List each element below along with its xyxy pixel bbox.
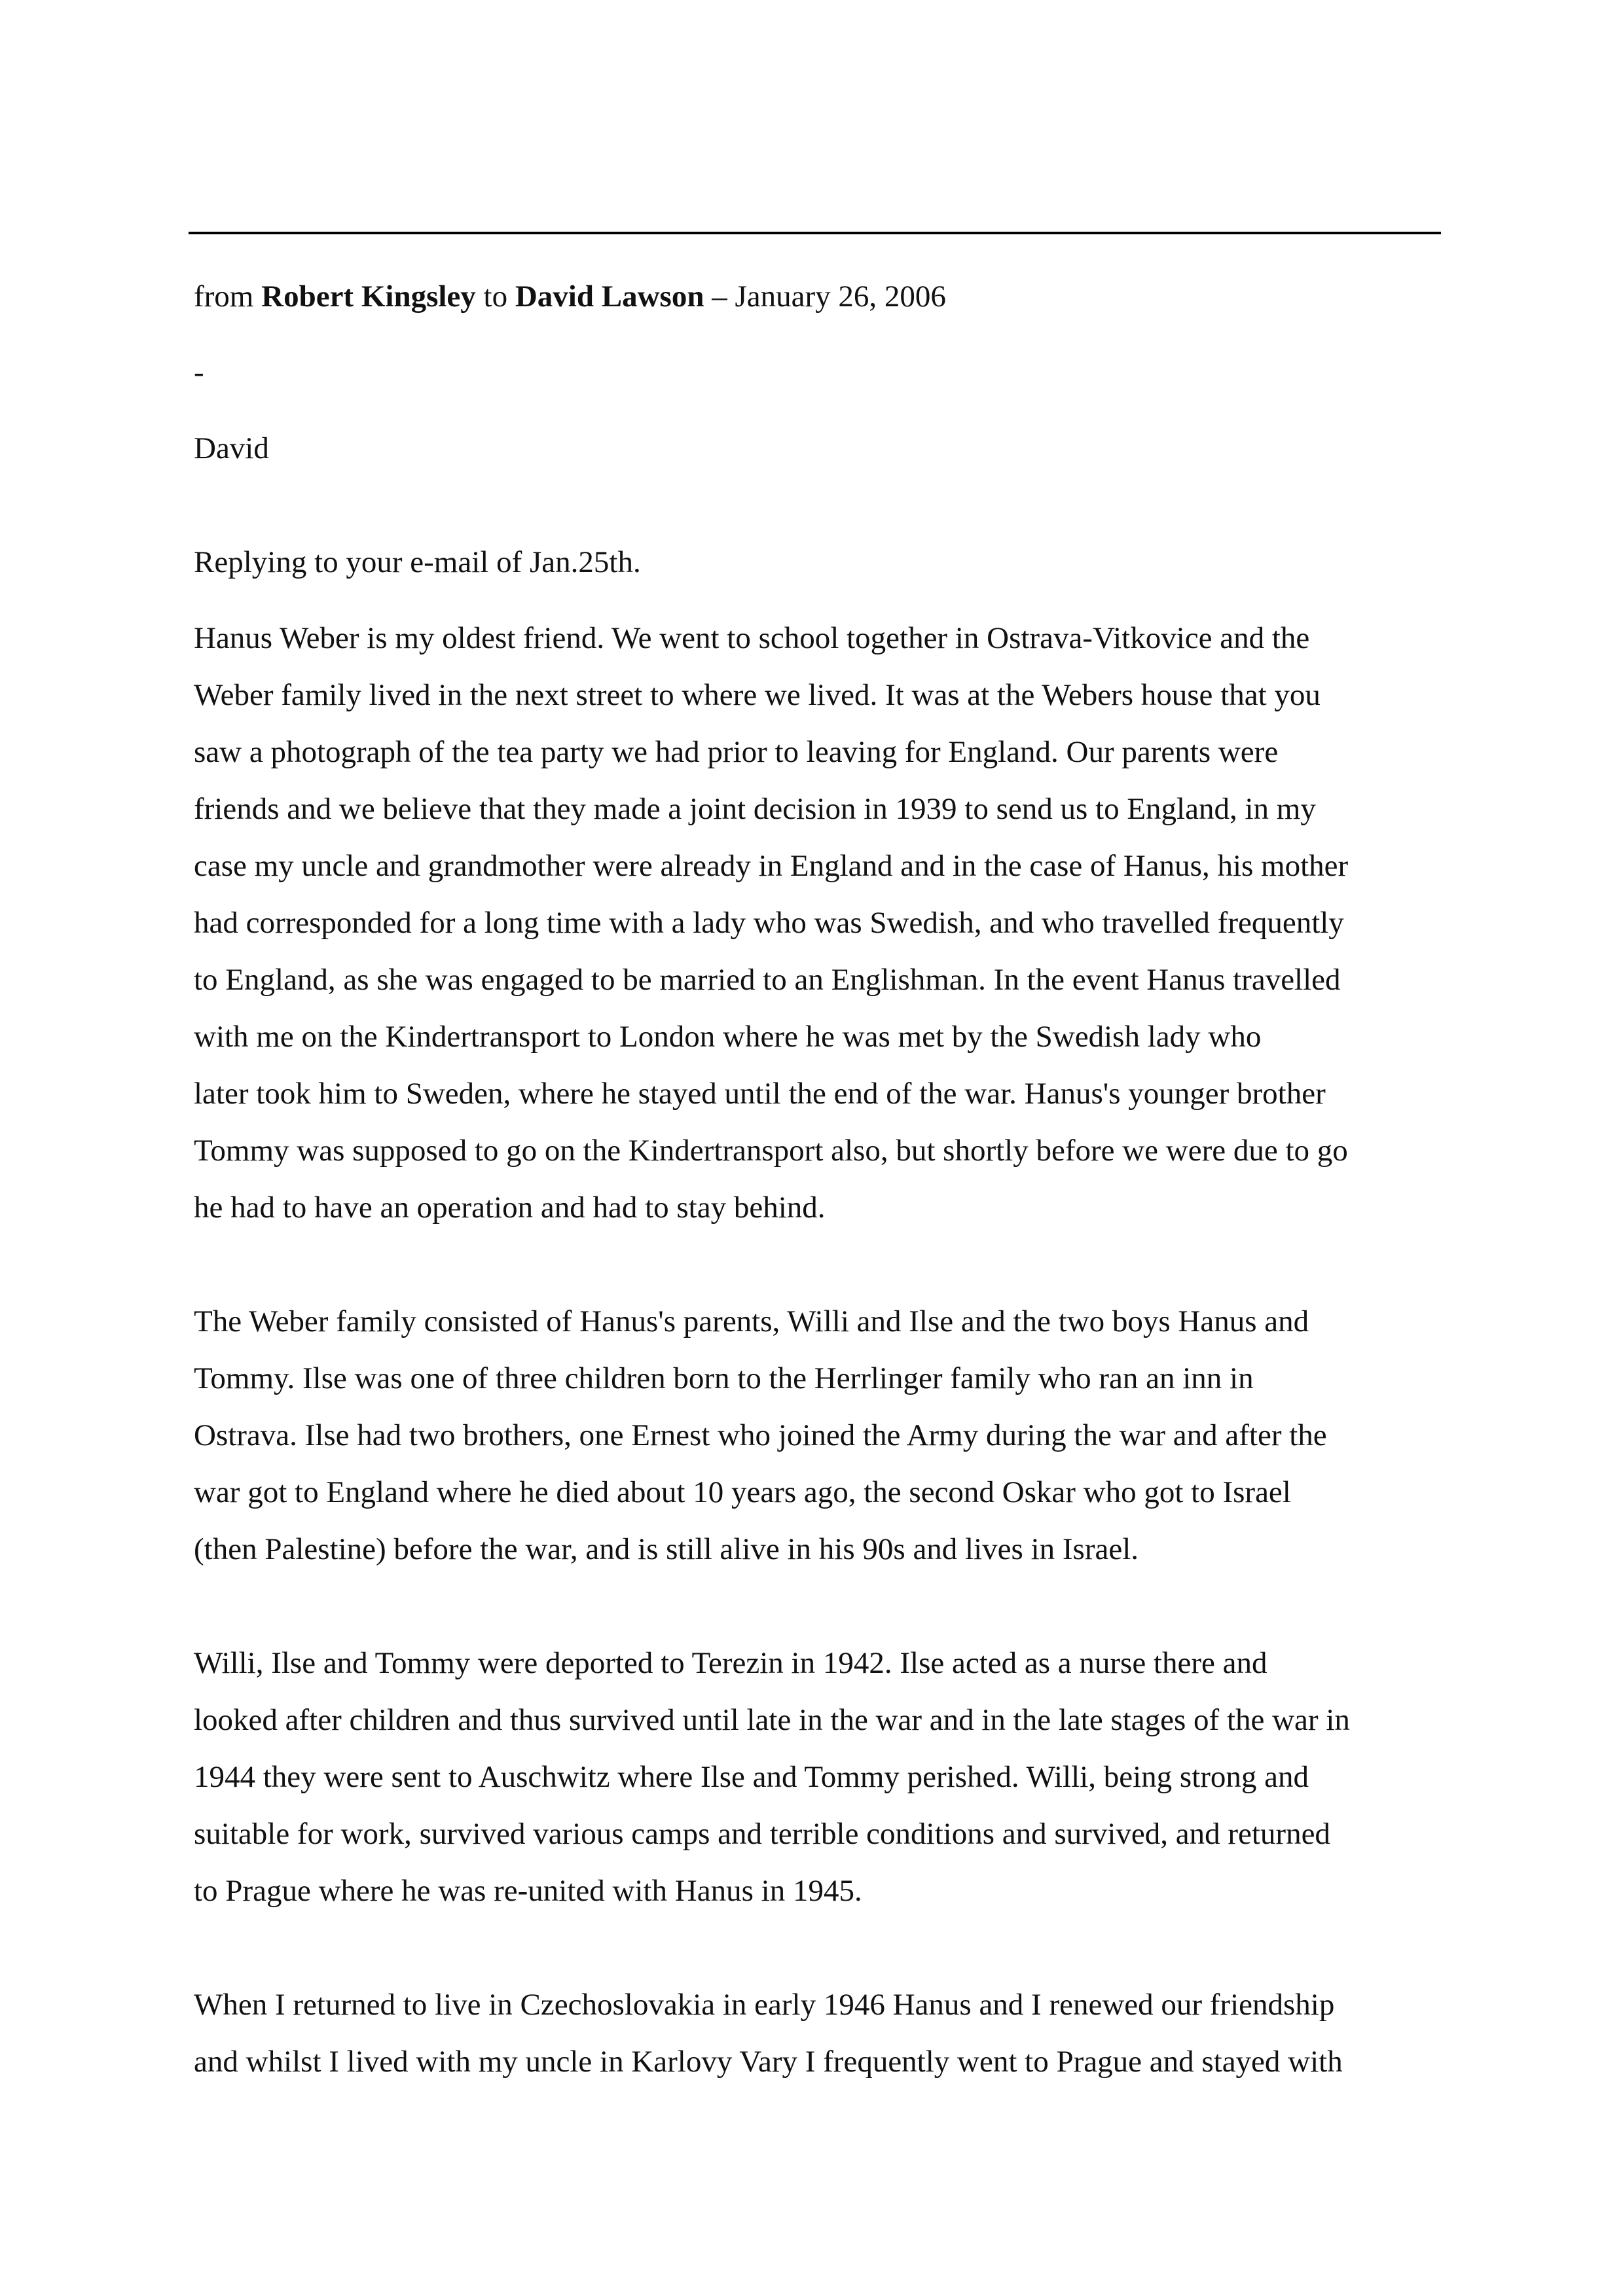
recipient-name: David Lawson xyxy=(515,279,704,314)
paragraph-line: Hanus Weber is my oldest friend. We went to school together in Ostrava-Vitkovice and the xyxy=(194,621,1310,655)
paragraph-line: to Prague where he was re-united with Hanus in 1945. xyxy=(194,1874,862,1908)
paragraph-line: he had to have an operation and had to stay behind. xyxy=(194,1191,826,1225)
paragraph-2 xyxy=(194,1293,1441,1578)
paragraph-line: suitable for work, survived various camps and terrible conditions and survived, and returned xyxy=(194,1817,1330,1851)
paragraph-line: had corresponded for a long time with a lady who was Swedish, and who travelled frequently xyxy=(194,906,1344,940)
paragraph-line: The Weber family consisted of Hanus's parents, Willi and Ilse and the two boys Hanus and xyxy=(194,1304,1309,1338)
letter-date: January 26, 2006 xyxy=(735,279,946,314)
paragraph-line: When I returned to live in Czechoslovakia in early 1946 Hanus and I renewed our friendship xyxy=(194,1988,1335,2022)
header-rule xyxy=(189,232,1441,234)
paragraph-line: Tommy. Ilse was one of three children born to the Herrlinger family who ran an inn in xyxy=(194,1361,1254,1395)
dash-line: - xyxy=(194,355,204,389)
intro-line: Replying to your e-mail of Jan.25th. xyxy=(194,545,641,579)
sender-name: Robert Kingsley xyxy=(261,279,476,314)
paragraph-line: looked after children and thus survived until late in the war and in the late stages of the war in xyxy=(194,1703,1350,1737)
paragraph-line: saw a photograph of the tea party we had prior to leaving for England. Our parents were xyxy=(194,735,1279,769)
paragraph-line: friends and we believe that they made a joint decision in 1939 to send us to England, in my xyxy=(194,792,1316,826)
date-separator: – xyxy=(712,279,727,314)
from-word: from xyxy=(194,279,254,314)
paragraph-line: Weber family lived in the next street to where we lived. It was at the Webers house that you xyxy=(194,678,1321,712)
salutation: David xyxy=(194,431,269,465)
letter-header xyxy=(194,268,1441,325)
paragraph-line: Ostrava. Ilse had two brothers, one Ernest who joined the Army during the war and after the xyxy=(194,1418,1327,1452)
paragraph-line: war got to England where he died about 10 years ago, the second Oskar who got to Israel xyxy=(194,1475,1291,1509)
paragraph-1 xyxy=(194,610,1441,1236)
paragraph-line: Tommy was supposed to go on the Kindertransport also, but shortly before we were due to go xyxy=(194,1134,1348,1168)
to-word: to xyxy=(483,279,508,314)
paragraph-line: later took him to Sweden, where he stayed until the end of the war. Hanus's younger brother xyxy=(194,1077,1326,1111)
paragraph-line: to England, as she was engaged to be married to an Englishman. In the event Hanus travelled xyxy=(194,963,1341,997)
paragraph-4 xyxy=(194,1977,1441,2090)
paragraph-line: Willi, Ilse and Tommy were deported to Terezin in 1942. Ilse acted as a nurse there and xyxy=(194,1646,1267,1680)
letter-body xyxy=(194,268,1441,2090)
paragraph-line: 1944 they were sent to Auschwitz where Ilse and Tommy perished. Willi, being strong and xyxy=(194,1760,1309,1794)
paragraph-line: (then Palestine) before the war, and is still alive in his 90s and lives in Israel. xyxy=(194,1532,1139,1566)
paragraph-line: case my uncle and grandmother were already in England and in the case of Hanus, his mother xyxy=(194,849,1349,883)
paragraph-3 xyxy=(194,1635,1441,1920)
paragraph-line: and whilst I lived with my uncle in Karlovy Vary I frequently went to Prague and stayed with xyxy=(194,2045,1343,2079)
paragraph-line: with me on the Kindertransport to London where he was met by the Swedish lady who xyxy=(194,1020,1262,1054)
